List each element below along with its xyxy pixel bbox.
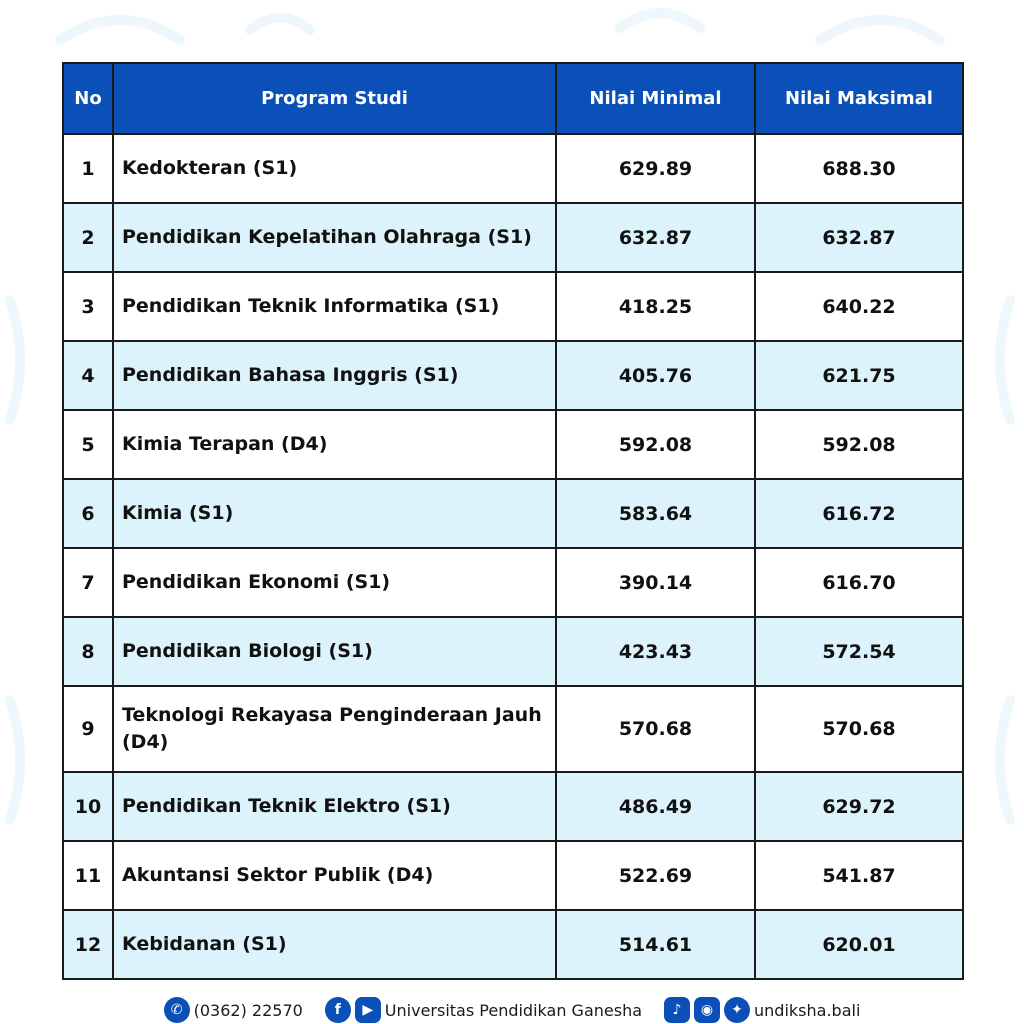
cell-max: 570.68 xyxy=(755,686,963,772)
cell-program: Kimia (S1) xyxy=(113,479,556,548)
cell-no: 8 xyxy=(63,617,113,686)
cell-max: 572.54 xyxy=(755,617,963,686)
cell-no: 4 xyxy=(63,341,113,410)
header-nilai-minimal: Nilai Minimal xyxy=(556,63,755,134)
cell-no: 11 xyxy=(63,841,113,910)
cell-max: 629.72 xyxy=(755,772,963,841)
cell-no: 7 xyxy=(63,548,113,617)
cell-min: 423.43 xyxy=(556,617,755,686)
cell-no: 2 xyxy=(63,203,113,272)
program-score-table xyxy=(62,62,964,980)
cell-no: 1 xyxy=(63,134,113,203)
cell-min: 405.76 xyxy=(556,341,755,410)
footer-handle[interactable]: undiksha.bali xyxy=(754,1000,861,1020)
cell-program: Pendidikan Ekonomi (S1) xyxy=(113,548,556,617)
cell-max: 640.22 xyxy=(755,272,963,341)
cell-program: Akuntansi Sektor Publik (D4) xyxy=(113,841,556,910)
footer-contact-bar xyxy=(0,996,1024,1024)
cell-min: 632.87 xyxy=(556,203,755,272)
table-row xyxy=(63,617,963,686)
cell-max: 632.87 xyxy=(755,203,963,272)
table-row xyxy=(63,686,963,772)
cell-max: 616.72 xyxy=(755,479,963,548)
cell-min: 514.61 xyxy=(556,910,755,979)
table-row xyxy=(63,134,963,203)
cell-no: 6 xyxy=(63,479,113,548)
twitter-icon[interactable]: ✦ xyxy=(724,997,750,1023)
cell-max: 620.01 xyxy=(755,910,963,979)
footer-phone: (0362) 22570 xyxy=(193,1000,303,1020)
cell-program: Kebidanan (S1) xyxy=(113,910,556,979)
table-row xyxy=(63,772,963,841)
cell-min: 592.08 xyxy=(556,410,755,479)
header-program-studi: Program Studi xyxy=(113,63,556,134)
table-row xyxy=(63,410,963,479)
cell-no: 3 xyxy=(63,272,113,341)
cell-max: 592.08 xyxy=(755,410,963,479)
cell-program: Kimia Terapan (D4) xyxy=(113,410,556,479)
cell-no: 5 xyxy=(63,410,113,479)
cell-program: Pendidikan Biologi (S1) xyxy=(113,617,556,686)
table-row xyxy=(63,910,963,979)
cell-no: 9 xyxy=(63,686,113,772)
cell-max: 616.70 xyxy=(755,548,963,617)
table-row xyxy=(63,203,963,272)
header-no: No xyxy=(63,63,113,134)
table-row xyxy=(63,272,963,341)
table-header-row xyxy=(63,63,963,134)
table-row xyxy=(63,341,963,410)
cell-program: Pendidikan Teknik Elektro (S1) xyxy=(113,772,556,841)
header-nilai-maksimal: Nilai Maksimal xyxy=(755,63,963,134)
footer-university: Universitas Pendidikan Ganesha xyxy=(384,1000,643,1020)
tiktok-icon[interactable]: ♪ xyxy=(664,997,690,1023)
phone-icon: ✆ xyxy=(164,997,190,1023)
cell-program: Teknologi Rekayasa Penginderaan Jauh (D4) xyxy=(113,686,556,772)
cell-max: 541.87 xyxy=(755,841,963,910)
facebook-icon[interactable]: f xyxy=(325,997,351,1023)
cell-no: 10 xyxy=(63,772,113,841)
cell-min: 390.14 xyxy=(556,548,755,617)
cell-max: 688.30 xyxy=(755,134,963,203)
table-container xyxy=(62,62,962,980)
cell-program: Kedokteran (S1) xyxy=(113,134,556,203)
cell-min: 418.25 xyxy=(556,272,755,341)
cell-program: Pendidikan Teknik Informatika (S1) xyxy=(113,272,556,341)
cell-program: Pendidikan Bahasa Inggris (S1) xyxy=(113,341,556,410)
cell-no: 12 xyxy=(63,910,113,979)
cell-max: 621.75 xyxy=(755,341,963,410)
table-row xyxy=(63,548,963,617)
cell-min: 583.64 xyxy=(556,479,755,548)
cell-min: 522.69 xyxy=(556,841,755,910)
table-row xyxy=(63,479,963,548)
table-row xyxy=(63,841,963,910)
cell-min: 629.89 xyxy=(556,134,755,203)
cell-min: 570.68 xyxy=(556,686,755,772)
cell-program: Pendidikan Kepelatihan Olahraga (S1) xyxy=(113,203,556,272)
instagram-icon[interactable]: ◉ xyxy=(694,997,720,1023)
youtube-icon[interactable]: ▶ xyxy=(355,997,381,1023)
cell-min: 486.49 xyxy=(556,772,755,841)
